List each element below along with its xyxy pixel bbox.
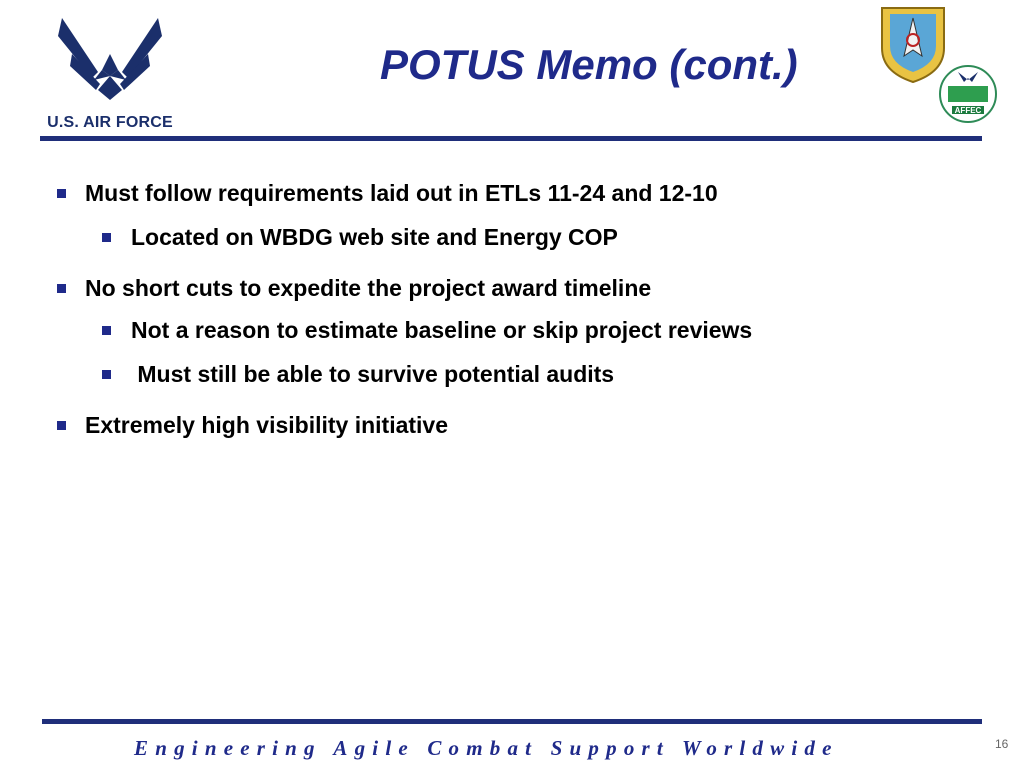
- air-force-symbol-icon: [36, 14, 184, 114]
- sub-bullet-item: Located on WBDG web site and Energy COP: [131, 224, 618, 250]
- us-air-force-logo: [36, 14, 184, 134]
- bullet-square-icon: [102, 233, 111, 242]
- bullet-square-icon: [102, 326, 111, 335]
- bullet-item: Must follow requirements laid out in ETLs 11-24 and 12-10: [85, 180, 718, 206]
- footer-tagline: Engineering Agile Combat Support Worldwide: [134, 736, 839, 760]
- slide-title: POTUS Memo (cont.): [380, 41, 798, 88]
- sub-bullet-item: Must still be able to survive potential audits: [131, 361, 615, 387]
- bullet-item: No short cuts to expedite the project award timeline: [85, 275, 652, 301]
- affec-label: AFFEC: [954, 106, 982, 115]
- footer-divider: [42, 719, 982, 724]
- page-number: 16: [995, 737, 1009, 751]
- sub-bullet-item: Not a reason to estimate baseline or skip project reviews: [131, 317, 753, 343]
- bullet-square-icon: [57, 189, 66, 198]
- bullet-square-icon: [57, 421, 66, 430]
- bullet-square-icon: [102, 370, 111, 379]
- affec-emblem: [938, 62, 998, 128]
- bullet-item: Extremely high visibility initiative: [85, 412, 449, 438]
- bullet-square-icon: [57, 284, 66, 293]
- header-divider: [40, 136, 982, 141]
- air-force-wordmark: U.S. AIR FORCE: [47, 114, 173, 131]
